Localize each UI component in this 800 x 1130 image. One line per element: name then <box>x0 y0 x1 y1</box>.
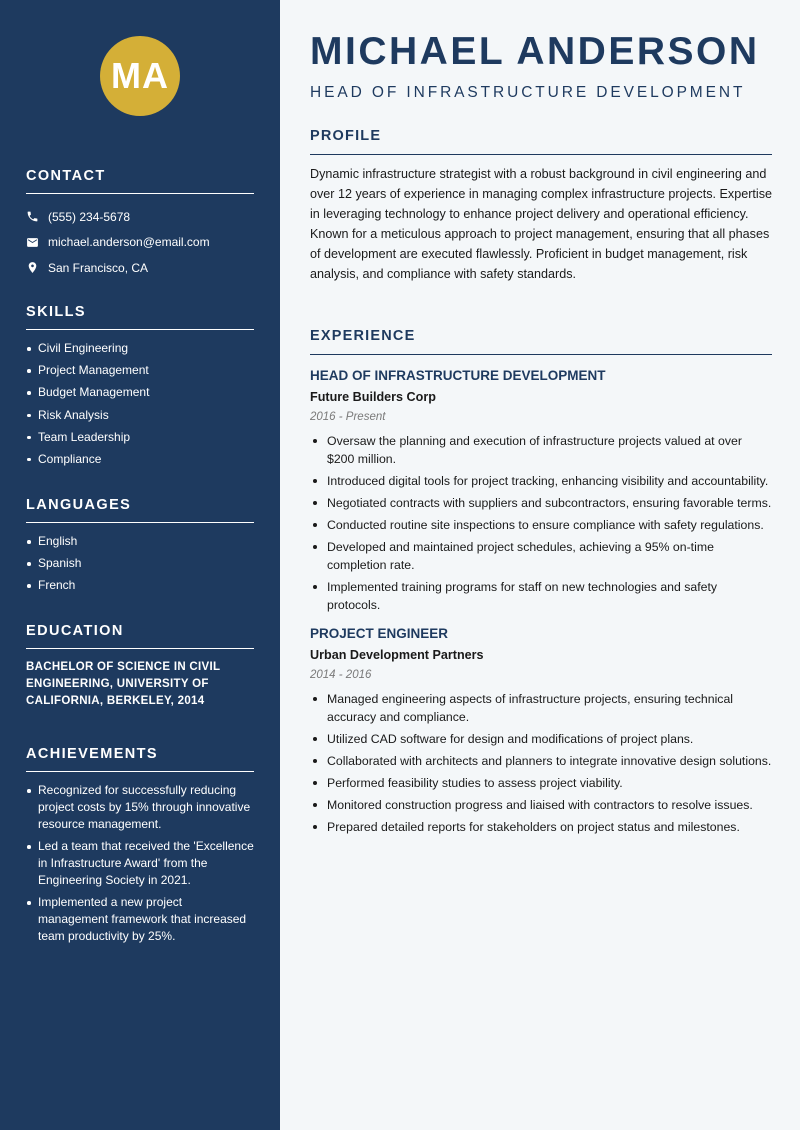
skills-section <box>26 304 254 473</box>
experience-section <box>310 328 772 840</box>
profile-section <box>310 128 772 285</box>
job-bullets <box>310 690 772 836</box>
language-item: French <box>26 577 254 594</box>
skill-item: Compliance <box>26 451 254 468</box>
phone-text: (555) 234-5678 <box>48 209 131 224</box>
languages-heading: LANGUAGES <box>26 497 254 523</box>
contact-phone <box>26 204 254 230</box>
job-bullet: Prepared detailed reports for stakeholders on project status and milestones. <box>310 818 772 836</box>
job-bullets <box>310 432 772 614</box>
job-bullet: Developed and maintained project schedules, achieving a 95% on-time completion rate. <box>310 538 772 574</box>
languages-section <box>26 497 254 600</box>
job-bullet: Performed feasibility studies to assess project viability. <box>310 774 772 792</box>
achievements-section <box>26 746 254 950</box>
achievement-item: Led a team that received the 'Excellence in Infrastructure Award' from the Engineering Society in 2021. <box>26 838 254 889</box>
education-section <box>26 623 254 710</box>
language-item: Spanish <box>26 555 254 572</box>
education-entry: BACHELOR OF SCIENCE IN CIVIL ENGINEERING, UNIVERSITY OF CALIFORNIA, BERKELEY, 2014 <box>26 661 221 707</box>
job-bullet: Managed engineering aspects of infrastructure projects, ensuring technical accuracy and compliance. <box>310 690 772 726</box>
job-dates: 2014 - 2016 <box>310 669 372 681</box>
skill-item: Project Management <box>26 362 254 379</box>
job-entry <box>310 368 772 614</box>
job-bullet: Monitored construction progress and liaised with contractors to resolve issues. <box>310 796 772 814</box>
job-entry <box>310 626 772 836</box>
job-bullet: Introduced digital tools for project tracking, enhancing visibility and accountability. <box>310 472 772 490</box>
contact-location <box>26 255 254 281</box>
job-bullet: Conducted routine site inspections to ensure compliance with safety regulations. <box>310 516 772 534</box>
job-bullet: Implemented training programs for staff on new technologies and safety protocols. <box>310 578 772 614</box>
candidate-name: MICHAEL ANDERSON <box>310 30 760 73</box>
job-dates: 2016 - Present <box>310 411 386 423</box>
job-bullet: Oversaw the planning and execution of infrastructure projects valued at over $200 million. <box>310 432 772 468</box>
profile-heading: PROFILE <box>310 128 772 155</box>
experience-heading: EXPERIENCE <box>310 328 772 355</box>
job-bullet: Collaborated with architects and planners to integrate innovative design solutions. <box>310 752 772 770</box>
achievements-list <box>26 782 254 945</box>
job-bullet: Negotiated contracts with suppliers and subcontractors, ensuring favorable terms. <box>310 494 772 512</box>
contact-email <box>26 230 254 256</box>
phone-icon <box>26 210 48 223</box>
skills-heading: SKILLS <box>26 304 254 330</box>
candidate-title: HEAD OF INFRASTRUCTURE DEVELOPMENT <box>310 84 746 101</box>
achievement-item: Implemented a new project management framework that increased team productivity by 25%. <box>26 894 254 945</box>
job-bullet: Utilized CAD software for design and modifications of project plans. <box>310 730 772 748</box>
skill-item: Budget Management <box>26 384 254 401</box>
profile-text: Dynamic infrastructure strategist with a robust background in civil engineering and over 12 years of experience in managing complex infrastructure projects. Expertise in leveraging technology to enhance project delivery and operational efficiency. Known for a meticulous approach to project management, ensuring that all phases of development are executed flawlessly. Proficient in budget management, risk analysis, and compliance with safety standards. <box>310 167 772 282</box>
skill-item: Risk Analysis <box>26 407 254 424</box>
education-heading: EDUCATION <box>26 623 254 649</box>
languages-list <box>26 533 254 594</box>
email-icon <box>26 236 48 249</box>
location-text: San Francisco, CA <box>48 260 149 275</box>
job-title: PROJECT ENGINEER <box>310 626 449 641</box>
skill-item: Team Leadership <box>26 429 254 446</box>
job-title: HEAD OF INFRASTRUCTURE DEVELOPMENT <box>310 368 606 383</box>
contact-section <box>26 168 254 281</box>
location-pin-icon <box>26 261 48 274</box>
skills-list <box>26 340 254 468</box>
avatar: MA <box>100 36 180 116</box>
language-item: English <box>26 533 254 550</box>
skill-item: Civil Engineering <box>26 340 254 357</box>
job-company: Future Builders Corp <box>310 390 436 404</box>
job-company: Urban Development Partners <box>310 648 484 662</box>
sidebar <box>0 0 280 1130</box>
email-text: michael.anderson@email.com <box>48 235 210 250</box>
achievements-heading: ACHIEVEMENTS <box>26 746 254 772</box>
contact-heading: CONTACT <box>26 168 254 194</box>
achievement-item: Recognized for successfully reducing project costs by 15% through innovative resource management. <box>26 782 254 833</box>
